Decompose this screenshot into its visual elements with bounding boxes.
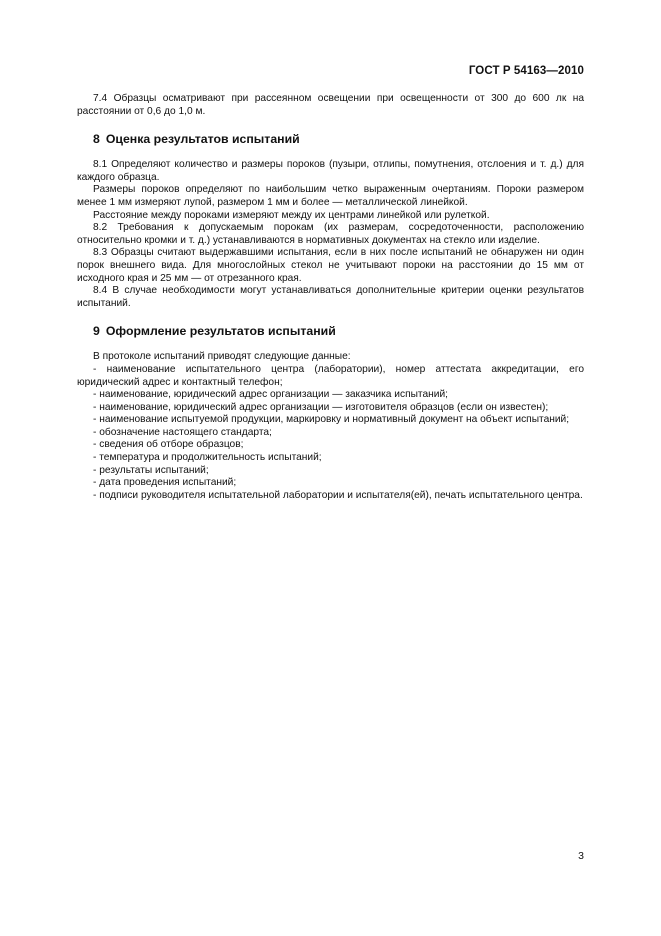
document-standard-id: ГОСТ Р 54163—2010 (468, 65, 584, 77)
section-8-heading (93, 132, 584, 147)
list-item: - подписи руководителя испытательной лаборатории и испытателя(ей), печать испытательного центра. (93, 489, 583, 501)
section-9-intro: В протоколе испытаний приводят следующие данные: (93, 351, 351, 363)
list-item: - наименование испытательного центра (лаборатории), номер аттестата аккредитации, его юридический адрес и контактный телефон; (77, 363, 584, 388)
list-item: - наименование испытуемой продукции, маркировку и нормативный документ на объект испытаний; (93, 414, 570, 426)
list-item: - сведения об отборе образцов; (93, 439, 244, 451)
list-item: - наименование, юридический адрес организации — изготовителя образцов (если он известен); (93, 401, 549, 413)
clause-8-4: 8.4 В случае необходимости могут устанавливаться дополнительные критерии оценки результатов испытаний. (77, 285, 584, 309)
list-item: - результаты испытаний; (93, 464, 209, 476)
clause-8-1: 8.1 Определяют количество и размеры пороков (пузыри, отлипы, помутнения, отслоения и т. д.) для каждого образца. (77, 159, 584, 183)
section-8-title: Оценка результатов испытаний (105, 132, 300, 147)
clause-8-1-distance: Расстояние между пороками измеряют между их центрами линейкой или рулеткой. (93, 209, 490, 221)
clause-7-4: 7.4 Образцы осматривают при рассеянном освещении при освещенности от 300 до 600 лк на расстоянии от 0,6 до 1,0 м. (77, 93, 584, 117)
clause-8-1-sizes: Размеры пороков определяют по наибольшим четко выраженным очертаниям. Пороки размером менее 1 мм измеряют лупой, размером 1 мм и более — металлической линейкой. (77, 184, 584, 208)
list-item: - наименование, юридический адрес организации — заказчика испытаний; (93, 389, 448, 401)
section-9-title: Оформление результатов испытаний (105, 324, 336, 339)
section-9-number: 9 (93, 324, 100, 339)
protocol-data-list (77, 364, 584, 503)
list-item: - температура и продолжительность испытаний; (93, 452, 322, 464)
list-item: - обозначение настоящего стандарта; (93, 426, 272, 438)
clause-8-2: 8.2 Требования к допускаемым порокам (их размерам, сосредоточенности, расположению относительно кромки и т. д.) устанавливаются в нормативных документах на стекло или изделие. (77, 222, 584, 246)
clause-8-3: 8.3 Образцы считают выдержавшими испытания, если в них после испытаний не обнаружен ни один порок внешнего вида. Для многослойных стекол не учитывают пороки на расстоянии до 15 мм от исходного края и 25 мм — от отрезанного края. (77, 247, 584, 284)
section-9-heading (93, 324, 584, 339)
document-body (77, 93, 584, 502)
page-number: 3 (578, 850, 584, 862)
list-item: - дата проведения испытаний; (93, 477, 237, 489)
section-8-number: 8 (93, 132, 100, 147)
